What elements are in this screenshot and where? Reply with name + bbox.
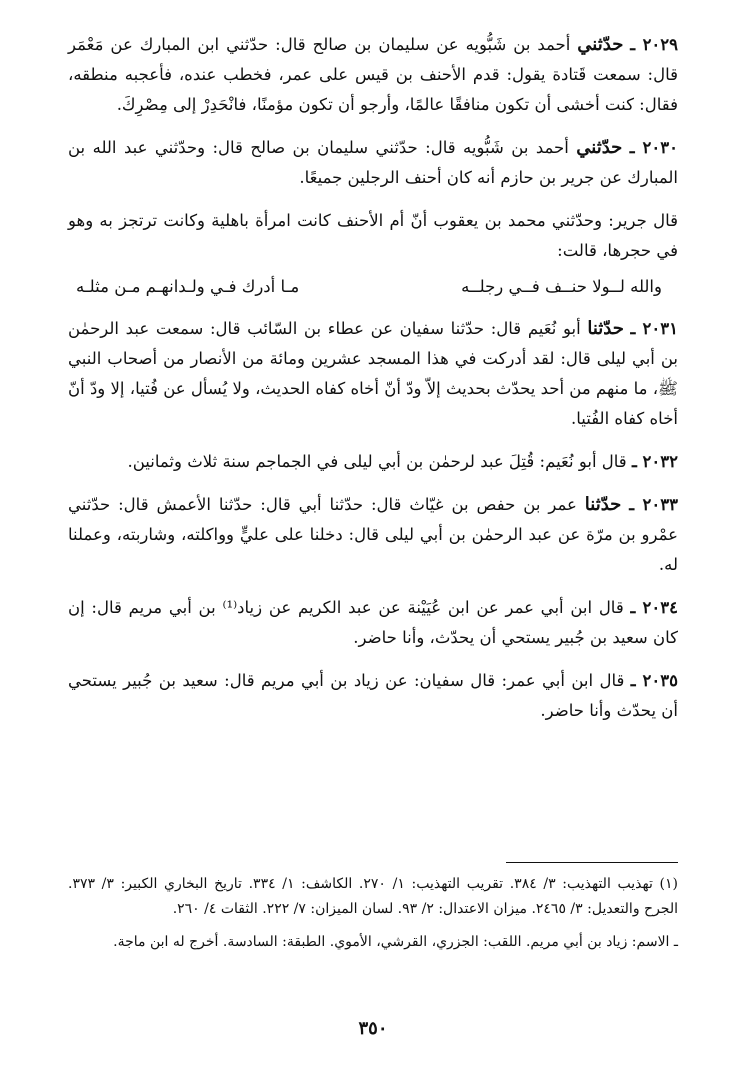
hadith-number: ٢٠٢٩ ـ xyxy=(630,35,679,54)
narration-keyword: حدّثنا xyxy=(587,318,624,339)
hadith-number: ٢٠٣٢ ـ xyxy=(631,452,678,471)
hadith-text: قال أبو نُعَيم: قُتِلَ عبد لرحمٰن بن أبي ليلى في الجماجم سنة ثلاث وثمانين. xyxy=(127,452,632,471)
jarir-report xyxy=(68,206,678,266)
footnote-1: (١) تهذيب التهذيب: ٣/ ٣٨٤. تقريب التهذيب: ١/ ٢٧٠. الكاشف: ١/ ٣٣٤. تاريخ البخاري الكبير: ٣/ ٣٧٣. الجرح والتعديل: ٣/ ٢٤٦٥. ميزان الاعتدال: ٢/ ٩٣. لسان الميزان: ٧/ ٢٢٢. الثقات ٤/ ٢٦٠. xyxy=(68,876,678,917)
hadith-2032 xyxy=(68,447,678,477)
footnote-divider xyxy=(506,862,678,863)
hadith-number: ٢٠٣٥ ـ xyxy=(630,671,678,690)
narration-keyword: حدّثني xyxy=(576,137,623,158)
page-number: ٣٥٠ xyxy=(358,1018,388,1039)
hadith-2031 xyxy=(68,314,678,434)
footnote-name-note: ـ الاسم: زياد بن أبي مريم. اللقب: الجزري، القرشي، الأموي. الطبقة: السادسة. أخرج له ابن ماجة. xyxy=(113,934,678,950)
narration-keyword: حدّثني xyxy=(577,34,624,55)
hadith-2035 xyxy=(68,666,678,726)
verse-first-hemistich: والله لــولا حنــف فــي رجلــه xyxy=(461,277,662,296)
hadith-text: أحمد بن شَبُّويه قال: حدّثني سليمان بن صالح قال: وحدّثني عبد الله بن المبارك عن جرير بن حازم أنه كان أحنف الرجلين جميعًا. xyxy=(68,138,678,187)
hadith-text: أبو نُعَيم قال: حدّثنا سفيان عن عطاء بن السّائب قال: سمعت عبد الرحمٰن بن أبي ليلى قال: لقد أدركت في هذا المسجد عشرين ومائة من الأنصار من أصحاب النبي ﷺ، ما منهم من أحد يحدّث بحديث إلاّ ودّ أنّ أخاه كفاه الحديث، ولا يُسأل عن فُتيا، إلا ودّ أنّ أخاه كفاه الفُتيا. xyxy=(68,319,678,428)
hadith-text: قال ابن أبي عمر: قال سفيان: عن زياد بن أبي مريم قال: سعيد بن جُبير يستحي أن يحدّث وأنا حاضر. xyxy=(68,671,678,720)
hadith-number: ٢٠٣٣ ـ xyxy=(629,495,678,514)
verse-second-hemistich: مـا أدرك فـي ولـدانهـم مـن مثلـه xyxy=(76,277,300,296)
hadith-2030 xyxy=(68,133,678,193)
poetry-verse xyxy=(68,272,678,302)
hadith-text: قال جرير: وحدّثني محمد بن يعقوب أنّ أم الأحنف كانت امرأة باهلية وكانت ترتجز به وهو في حجرها، قالت: xyxy=(68,211,678,260)
hadith-number: ٢٠٣٤ ـ xyxy=(630,598,678,617)
hadith-2033 xyxy=(68,490,678,580)
hadith-2034 xyxy=(68,593,678,653)
hadith-text: أحمد بن شَبُّويه عن سليمان بن صالح قال: حدّثني ابن المبارك عن مَعْمَر قال: سمعت قَتادة يقول: قدم الأحنف بن قيس على عمر، فخطب عنده، فأعجبه منطقه، فقال: كنت أخشى أن تكون منافقًا عالمًا، وأرجو أن تكون مؤمنًا، فانْحَدِرْ إلى مِصْرِكَ. xyxy=(68,35,678,114)
book-page xyxy=(68,30,678,1070)
hadith-text: عمر بن حفص بن غيّاث قال: حدّثنا أبي قال: حدّثنا الأعمش قال: حدّثني عمْرو بن مرّة عن عبد الرحمٰن بن أبي ليلى قال: دخلنا على عليٍّ وواكلته، وشاربته، وعملنا له. xyxy=(68,495,678,574)
hadith-2029 xyxy=(68,30,678,120)
narration-keyword: حدّثنا xyxy=(584,494,622,515)
footnotes xyxy=(68,872,678,963)
hadith-number: ٢٠٣١ ـ xyxy=(630,319,678,338)
hadith-text: قال ابن أبي عمر عن ابن عُيَيْنة عن عبد الكريم عن زياد⁽¹⁾ بن أبي مريم قال: إن كان سعيد بن جُبير يستحي أن يحدّث، وأنا حاضر. xyxy=(68,598,678,647)
hadith-number: ٢٠٣٠ ـ xyxy=(629,138,678,157)
